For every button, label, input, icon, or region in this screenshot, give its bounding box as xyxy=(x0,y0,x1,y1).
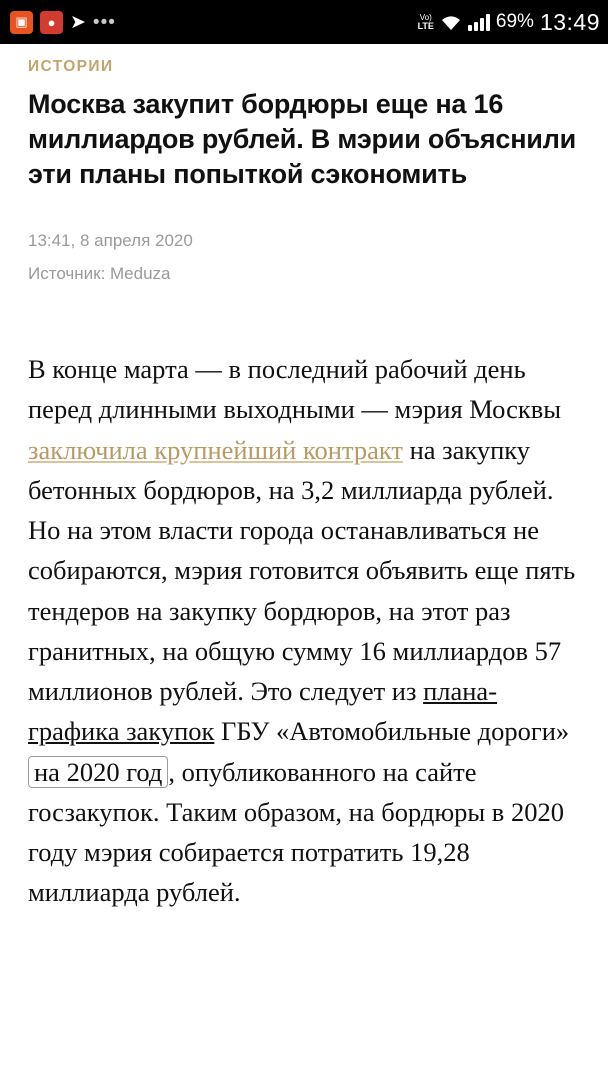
record-icon: ● xyxy=(40,11,63,34)
wifi-icon xyxy=(440,14,462,31)
procurement-plan-link[interactable]: плана-графика закупок xyxy=(28,676,498,747)
article-body xyxy=(28,349,580,913)
article-container xyxy=(0,44,608,913)
telegram-icon: ➤ xyxy=(70,11,86,33)
volte-icon xyxy=(418,13,434,31)
body-text-2: на закупку бетонных бордюров, на 3,2 миллиарда рублей. Но на этом власти города останавливаться не собираются, мэрия готовится объявить еще пять тендеров на закупку бордюров, на этот раз гранитных, на общую сумму 16 миллиардов 57 миллионов рублей. Это следует из xyxy=(28,434,576,707)
body-text-1: В конце марта — в последний рабочий день перед длинными выходными — мэрия Москвы xyxy=(28,353,562,425)
body-text-3: ГБУ «Автомобильные дороги» xyxy=(214,716,570,747)
status-bar-indicators xyxy=(418,0,600,44)
contract-link[interactable]: заключила крупнейший контракт xyxy=(28,434,403,465)
article-date: 13:41, 8 апреля 2020 xyxy=(28,231,193,251)
signal-bars-icon xyxy=(468,14,490,31)
article-paragraph xyxy=(28,349,580,913)
overflow-dots-icon: ••• xyxy=(92,11,116,33)
camera-icon: ▣ xyxy=(10,11,33,34)
status-bar xyxy=(0,0,608,44)
status-bar-clock: 13:49 xyxy=(539,8,600,35)
article-meta xyxy=(28,228,580,287)
volte-top-label: Vo) xyxy=(419,13,432,22)
volte-bottom-label: LTE xyxy=(417,21,434,31)
battery-percent: 69% xyxy=(495,11,534,32)
body-text-4: , опубликованного на сайте госзакупок. Таким образом, на бордюры в 2020 году мэрия собирается потратить 19,28 миллиарда рублей. xyxy=(28,756,564,908)
article-kicker: ИСТОРИИ xyxy=(28,58,114,75)
article-source: Источник: Meduza xyxy=(28,263,171,283)
year-tag[interactable]: на 2020 год xyxy=(28,756,168,788)
page-title: Москва закупит бордюры еще на 16 миллиардов рублей. В мэрии объяснили эти планы попыткой сэкономить xyxy=(28,89,577,190)
status-bar-notifications xyxy=(10,11,116,34)
